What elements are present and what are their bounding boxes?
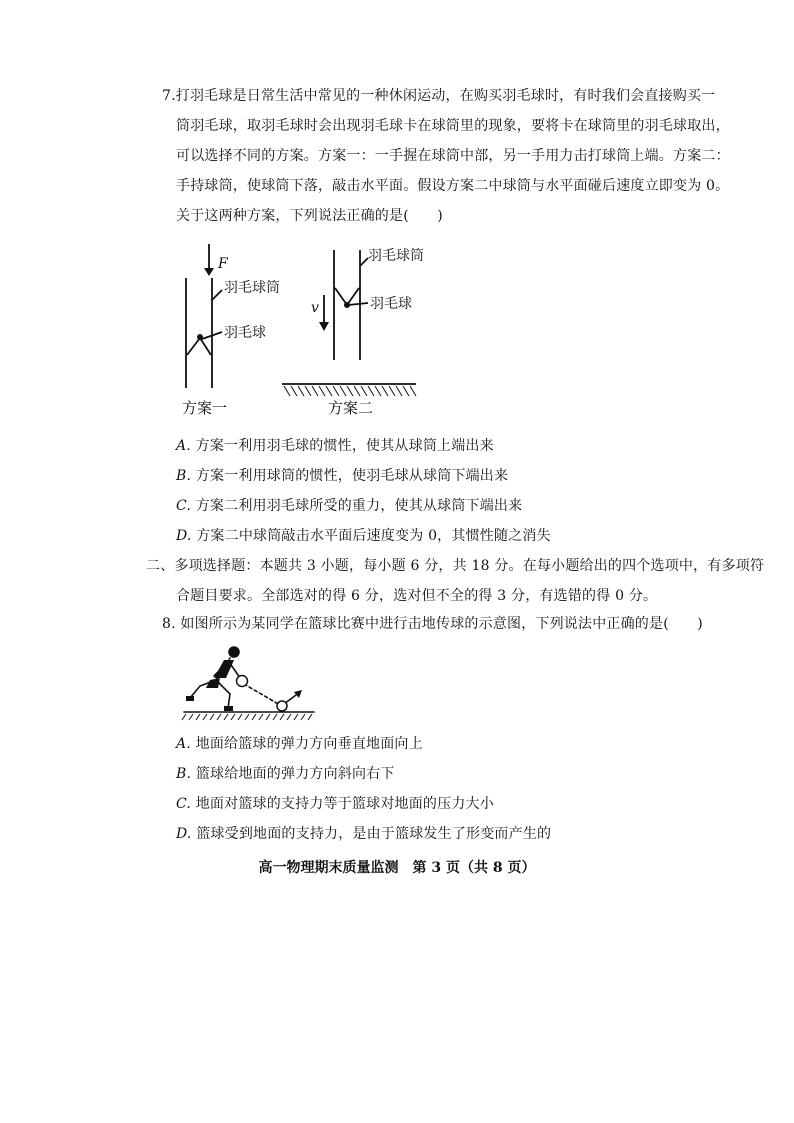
plan2-velocity-arrowhead xyxy=(319,322,329,331)
plan1-shuttle-label: 羽毛球 xyxy=(224,325,266,341)
option-text: 地面对篮球的支持力等于篮球对地面的压力大小 xyxy=(191,796,494,812)
plan2-shuttle-leader xyxy=(348,303,368,305)
q7-stem-line-4: 手持球筒，使球筒下落，敲击水平面。假设方案二中球筒与水平面碰后速度立即变为 0。 xyxy=(176,178,730,194)
ground-hatching xyxy=(182,714,312,720)
rebound-arrowhead xyxy=(294,690,302,698)
q7-stem-line-3: 可以选择不同的方案。方案一：一手握在球筒中部，另一手用力击打球筒上端。方案二： xyxy=(176,148,730,164)
q8-option-d[interactable] xyxy=(176,824,551,844)
plan2-caption: 方案二 xyxy=(328,399,374,417)
option-letter: A. xyxy=(176,438,191,454)
q8-figure xyxy=(180,642,320,722)
basketball-on-ground xyxy=(277,701,287,711)
plan2-velocity-label: v xyxy=(311,300,319,316)
option-letter: D. xyxy=(176,826,192,842)
option-letter: D. xyxy=(176,528,192,544)
plan2-shuttle-label: 羽毛球 xyxy=(370,296,412,312)
option-text: 方案一利用羽毛球的惯性，使其从球筒上端出来 xyxy=(190,438,494,454)
q8-stem: 8. 如图所示为某同学在篮球比赛中进行击地传球的示意图，下列说法中正确的是( ) xyxy=(162,616,703,632)
option-text: 篮球给地面的弹力方向斜向右下 xyxy=(191,766,395,782)
q7-option-d[interactable] xyxy=(176,526,551,546)
plan2-ground-hatching xyxy=(284,386,416,396)
q7-stem-line-2: 筒羽毛球，取羽毛球时会出现羽毛球卡在球筒里的现象，要将卡在球筒里的羽毛球取出， xyxy=(176,118,730,134)
plan2-shuttle-head xyxy=(344,302,350,308)
player-body-fill xyxy=(186,660,234,711)
q7-option-a[interactable] xyxy=(176,436,494,456)
plan1-shuttle-head xyxy=(197,334,203,340)
q8-option-a[interactable] xyxy=(176,734,423,754)
section2-instructions-line-2: 合题目要求。全部选对的得 6 分，选对但不全的得 3 分，有选错的得 0 分。 xyxy=(176,588,658,604)
option-letter: C. xyxy=(176,498,192,514)
page-footer: 高一物理期末质量监测 第 3 页（共 8 页） xyxy=(258,860,536,876)
section2-instructions-line-1: 二、多项选择题：本题共 3 小题，每小题 6 分，共 18 分。在每小题给出的四个选项中，有多项符 xyxy=(146,558,765,574)
plan2-tube-leader xyxy=(360,258,368,266)
q8-option-b[interactable] xyxy=(176,764,395,784)
option-text: 篮球受到地面的支持力，是由于篮球发生了形变而产生的 xyxy=(191,826,552,842)
q7-option-c[interactable] xyxy=(176,496,522,516)
q7-option-b[interactable] xyxy=(176,466,508,486)
plan1-caption: 方案一 xyxy=(182,399,228,417)
q7-stem-line-1: 7.打羽毛球是日常生活中常见的一种休闲运动，在购买羽毛球时，有时我们会直接购买一 xyxy=(162,88,716,104)
q8-option-c[interactable] xyxy=(176,794,494,814)
plan1-tube-label: 羽毛球筒 xyxy=(224,280,280,296)
option-text: 地面给篮球的弹力方向垂直地面向上 xyxy=(190,736,423,752)
plan1-force-arrowhead xyxy=(204,268,214,276)
plan1-force-label: F xyxy=(218,256,228,272)
option-letter: A. xyxy=(176,736,191,752)
plan2-tube-label: 羽毛球筒 xyxy=(368,248,424,264)
basketball-in-hand xyxy=(237,676,248,687)
plan1-shuttlecock xyxy=(187,338,211,355)
option-text: 方案一利用球筒的惯性，使羽毛球从球筒下端出来 xyxy=(191,468,509,484)
option-letter: C. xyxy=(176,796,192,812)
pass-trajectory xyxy=(244,684,280,705)
player-head xyxy=(229,647,239,657)
q7-stem-line-5: 关于这两种方案，下列说法正确的是( ) xyxy=(176,208,443,224)
plan1-tube-leader xyxy=(212,290,222,300)
option-letter: B. xyxy=(176,766,192,782)
option-text: 方案二中球筒敲击水平面后速度变为 0，其惯性随之消失 xyxy=(191,528,551,544)
q7-figure xyxy=(170,240,460,425)
option-text: 方案二利用羽毛球所受的重力，使其从球筒下端出来 xyxy=(191,498,523,514)
option-letter: B. xyxy=(176,468,192,484)
